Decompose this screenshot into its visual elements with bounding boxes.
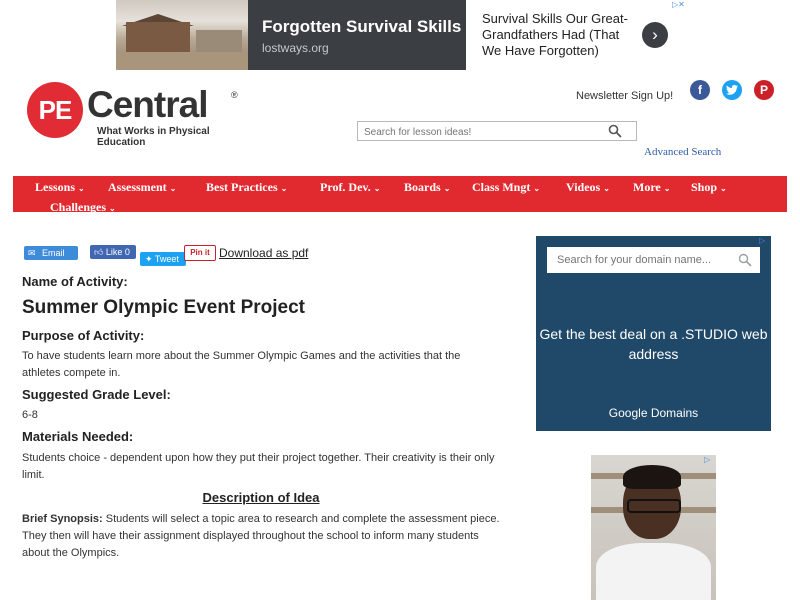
grade-level-value: 6-8 bbox=[22, 409, 38, 421]
chevron-down-icon: ⌄ bbox=[78, 184, 85, 193]
pinterest-icon[interactable]: P bbox=[754, 80, 774, 100]
ad-photo-glasses bbox=[627, 499, 681, 513]
chevron-down-icon: ⌄ bbox=[109, 204, 116, 213]
nav-label: Class Mngt bbox=[472, 180, 531, 194]
logo-tagline: What Works in Physical Education bbox=[97, 126, 210, 148]
google-domains-logo: Google Domains bbox=[608, 406, 699, 420]
logo-pe-circle: PE bbox=[27, 82, 83, 138]
ad-headline[interactable]: Get the best deal on a .STUDIO web address bbox=[539, 326, 768, 362]
nav-item-lessons[interactable] bbox=[35, 180, 85, 195]
adchoices-icon[interactable]: ▷ bbox=[759, 236, 766, 245]
domain-search-input[interactable] bbox=[555, 253, 735, 267]
nav-item-class-mngt[interactable] bbox=[472, 180, 540, 195]
tweet-button[interactable] bbox=[140, 252, 186, 266]
search-icon[interactable] bbox=[738, 253, 752, 267]
download-pdf-link[interactable]: Download as pdf bbox=[219, 246, 309, 260]
nav-item-prof-dev[interactable] bbox=[320, 180, 380, 195]
domain-ad[interactable] bbox=[536, 236, 771, 431]
ad-image-barn bbox=[126, 22, 190, 52]
description-heading: Description of Idea bbox=[202, 490, 320, 505]
search-icon[interactable] bbox=[608, 124, 622, 138]
ad-farm-image[interactable] bbox=[116, 0, 248, 70]
facebook-icon[interactable]: f bbox=[690, 80, 710, 100]
nav-label: More bbox=[633, 180, 661, 194]
thumbs-up-icon: 👍︎ bbox=[94, 247, 104, 257]
name-of-activity-label: Name of Activity: bbox=[22, 274, 128, 289]
nav-label: Videos bbox=[566, 180, 601, 194]
nav-label: Best Practices bbox=[206, 180, 278, 194]
nav-item-assessment[interactable] bbox=[108, 180, 176, 195]
grade-level-label: Suggested Grade Level: bbox=[22, 387, 171, 402]
envelope-icon: ✉ bbox=[28, 248, 36, 258]
ad-photo-shirt bbox=[596, 543, 711, 600]
logo-central-text: Central bbox=[87, 84, 208, 125]
ad-photo-hair bbox=[623, 465, 681, 489]
chevron-down-icon: ⌄ bbox=[373, 184, 381, 193]
site-logo[interactable] bbox=[25, 80, 245, 148]
main-nav bbox=[13, 176, 787, 212]
top-banner-ad[interactable] bbox=[116, 0, 684, 70]
chevron-down-icon: ⌄ bbox=[603, 184, 610, 193]
logo-registered-mark: ® bbox=[231, 90, 238, 100]
nav-label: Boards bbox=[404, 180, 441, 194]
ad-title-panel[interactable] bbox=[248, 0, 466, 70]
ad-image-ground bbox=[116, 52, 248, 70]
ad-image-shed bbox=[196, 30, 242, 52]
chevron-right-icon[interactable]: › bbox=[642, 22, 668, 48]
chevron-down-icon: ⌄ bbox=[533, 184, 541, 193]
twitter-icon[interactable] bbox=[722, 80, 742, 100]
ad-description[interactable]: Survival Skills Our Great-Grandfathers Had (That We Have Forgotten) bbox=[482, 11, 628, 58]
nav-item-shop[interactable] bbox=[691, 180, 727, 195]
ad-domain: lostways.org bbox=[262, 41, 329, 55]
facebook-like-button[interactable] bbox=[90, 245, 136, 259]
synopsis-label: Brief Synopsis: bbox=[22, 513, 103, 525]
adchoices-icon[interactable]: ▷ bbox=[704, 455, 711, 464]
chevron-down-icon: ⌄ bbox=[720, 184, 727, 193]
nav-item-challenges[interactable] bbox=[50, 200, 116, 215]
photo-ad[interactable] bbox=[591, 455, 716, 600]
like-label: Like 0 bbox=[105, 247, 130, 257]
lesson-search-input[interactable] bbox=[362, 124, 596, 142]
activity-title: Summer Olympic Event Project bbox=[22, 297, 305, 318]
lesson-search-box[interactable] bbox=[357, 121, 637, 141]
tweet-label: Tweet bbox=[154, 254, 179, 264]
purpose-label: Purpose of Activity: bbox=[22, 328, 145, 343]
adchoices-icon[interactable]: ▷✕ bbox=[672, 0, 685, 9]
nav-label: Assessment bbox=[108, 180, 167, 194]
synopsis-text: Students will select a topic area to research and complete the assessment piece. They then will have their assignment displayed throughout the school to inform many students about the Olympics. bbox=[22, 513, 500, 559]
materials-text: Students choice - dependent upon how they put their project together. Their creativity is their only limit. bbox=[22, 452, 495, 481]
nav-item-videos[interactable] bbox=[566, 180, 610, 195]
domain-search-box[interactable] bbox=[547, 247, 760, 273]
chevron-down-icon: ⌄ bbox=[443, 184, 451, 193]
newsletter-link[interactable]: Newsletter Sign Up! bbox=[576, 90, 674, 102]
twitter-bird-icon: ✦ bbox=[145, 254, 153, 264]
chevron-down-icon: ⌄ bbox=[169, 184, 177, 193]
email-share-button[interactable] bbox=[24, 246, 78, 260]
nav-label: Prof. Dev. bbox=[320, 180, 371, 194]
purpose-text: To have students learn more about the Summer Olympic Games and the activities that the athletes compete in. bbox=[22, 350, 461, 379]
nav-label: Lessons bbox=[35, 180, 76, 194]
chevron-down-icon: ⌄ bbox=[280, 184, 288, 193]
activity-article bbox=[22, 270, 500, 562]
ad-title[interactable]: Forgotten Survival Skills bbox=[262, 17, 462, 36]
nav-item-boards[interactable] bbox=[404, 180, 450, 195]
advanced-search-link[interactable]: Advanced Search bbox=[644, 146, 722, 158]
pinit-button[interactable]: Pin it bbox=[184, 245, 216, 261]
materials-label: Materials Needed: bbox=[22, 429, 134, 444]
email-label: Email bbox=[42, 248, 65, 258]
synopsis-paragraph bbox=[22, 511, 500, 562]
nav-item-more[interactable] bbox=[633, 180, 670, 195]
nav-label: Shop bbox=[691, 180, 718, 194]
nav-label: Challenges bbox=[50, 200, 107, 214]
chevron-down-icon: ⌄ bbox=[663, 184, 671, 193]
nav-item-best-practices[interactable] bbox=[206, 180, 287, 195]
